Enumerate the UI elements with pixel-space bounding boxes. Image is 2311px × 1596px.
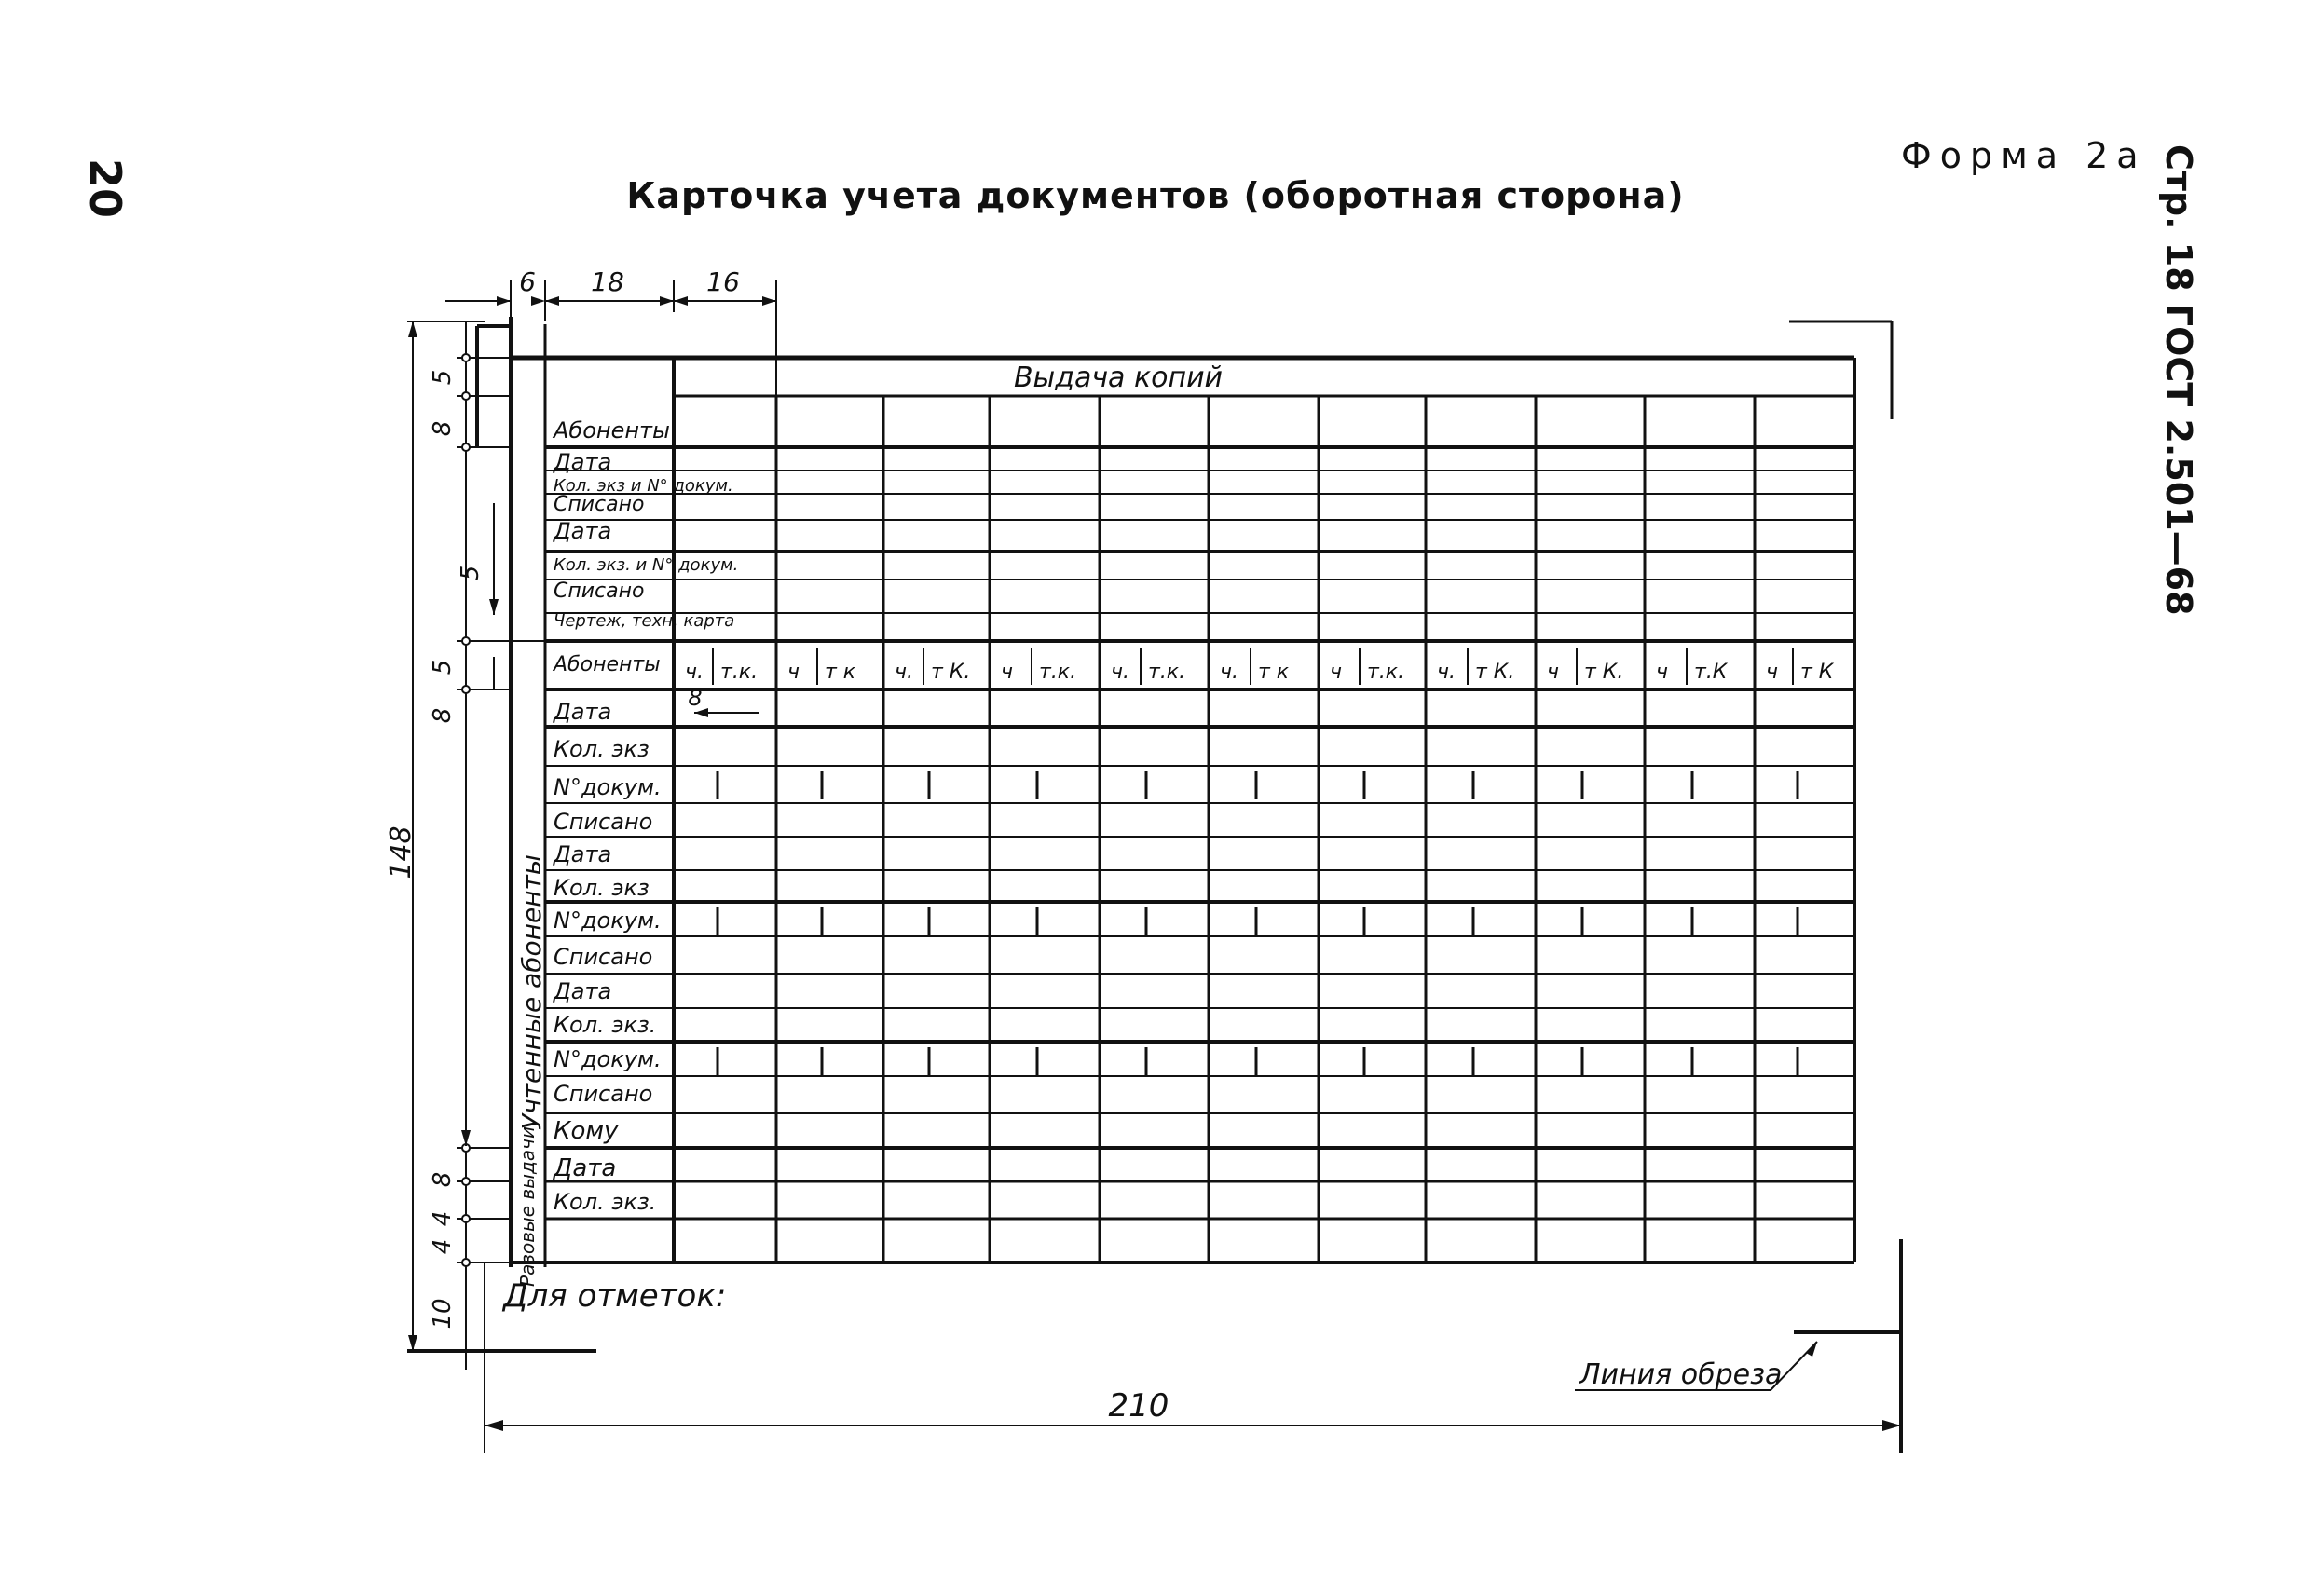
ch-label: ч. [1111, 661, 1129, 684]
dim-node [462, 1178, 470, 1185]
arrow [545, 296, 559, 306]
row-label: Абоненты [554, 653, 661, 676]
tk-label: т к [825, 661, 856, 684]
tk-label: т.к. [1039, 661, 1077, 684]
ch-label: ч [787, 661, 800, 684]
left-dim-8c: 8 [429, 1171, 457, 1188]
row-label: Кол. экз. [554, 1189, 657, 1215]
row-label: Дата [554, 841, 612, 867]
standard-reference: Стр. 18 ГОСТ 2.501—68 [2158, 144, 2199, 616]
row-label: Кому [554, 1117, 619, 1145]
vertical-group-accounted-subscribers: Учтенные абоненты [516, 854, 547, 1130]
ch-label: ч. [1437, 661, 1456, 684]
tk-label: т К. [1584, 661, 1624, 684]
arrow [531, 296, 545, 306]
left-dim-5a: 5 [429, 369, 457, 386]
top-dim-18: 18 [591, 266, 624, 297]
ch-label: ч [1547, 661, 1559, 684]
row-label: Списано [554, 580, 645, 603]
dim-node [462, 1259, 470, 1266]
left-dim-5b: 5 [457, 565, 485, 581]
tk-label: т.К [1694, 661, 1728, 684]
page-title: Карточка учета документов (оборотная сторона) [626, 175, 1685, 216]
row-label: Кол. экз. [554, 1012, 657, 1038]
tk-label: т К. [931, 661, 971, 684]
row-label: N°докум. [554, 907, 662, 934]
ch-label: ч. [895, 661, 913, 684]
left-dim-8a: 8 [429, 420, 457, 437]
arrow [497, 296, 511, 306]
form-label: Форма 2а [1901, 135, 2147, 176]
row-label: Кол. экз. и N° докум. [554, 555, 739, 575]
row-label: Дата [554, 449, 612, 475]
arrow [660, 296, 674, 306]
arrow [461, 1130, 471, 1146]
arrow [674, 296, 688, 306]
cut-line-label: Линия обреза [1579, 1358, 1783, 1391]
left-dim-148: 148 [385, 825, 417, 880]
top-dim-16: 16 [706, 266, 740, 297]
tk-label: т К [1800, 661, 1834, 684]
row-label: Абоненты [554, 417, 670, 443]
dim-node [462, 686, 470, 693]
arrow [408, 321, 417, 337]
arrow [408, 1335, 417, 1351]
arrow [485, 1420, 503, 1431]
tk-label: т.к. [1367, 661, 1405, 684]
dim-node [462, 443, 470, 451]
header-label: Выдача копий [1013, 361, 1224, 394]
arrow [1882, 1420, 1901, 1431]
row-label: Списано [554, 809, 653, 835]
arrow [1806, 1342, 1817, 1357]
row-label: Кол. экз и N° докум. [554, 476, 733, 496]
tk-label: т.к. [720, 661, 759, 684]
dim-node [462, 392, 470, 400]
row-label: N°докум. [554, 774, 662, 800]
ch-label: ч. [685, 661, 704, 684]
dim-node [462, 637, 470, 645]
ch-label: ч [1656, 661, 1668, 684]
row-label: Списано [554, 944, 653, 970]
vertical-group-one-time: Разовые выдачи [516, 1126, 539, 1287]
row-label: Дата [554, 699, 612, 725]
left-dim-4a: 4 [429, 1210, 457, 1227]
row-label: Списано [554, 1081, 653, 1107]
ch-label: ч [1001, 661, 1013, 684]
left-dim-8b: 8 [429, 707, 457, 724]
arrow [489, 599, 499, 615]
tk-label: т К. [1475, 661, 1515, 684]
dim-node [462, 354, 470, 361]
left-dim-4b: 4 [429, 1238, 457, 1255]
row-label: Списано [554, 493, 645, 516]
left-dim-5c: 5 [429, 659, 457, 675]
left-dim-10: 10 [429, 1298, 457, 1330]
ch-label: ч [1330, 661, 1342, 684]
row-label: Чертеж, техн. карта [554, 611, 735, 631]
row-label: Дата [554, 978, 612, 1004]
inner-dimension: 8 [688, 685, 703, 711]
dim-node [462, 1215, 470, 1222]
tk-label: т.к. [1148, 661, 1186, 684]
width-dimension: 210 [1108, 1387, 1169, 1425]
arrow [762, 296, 776, 306]
ch-label: ч [1766, 661, 1778, 684]
row-label: Кол. экз [554, 736, 650, 762]
notes-label: Для отметок: [503, 1277, 727, 1315]
row-label: Дата [554, 518, 612, 544]
ch-label: ч. [1220, 661, 1238, 684]
top-dim-6: 6 [519, 266, 536, 297]
page-number: 20 [80, 158, 130, 219]
row-label: Кол. экз [554, 875, 650, 901]
tk-label: т к [1258, 661, 1290, 684]
row-label: Дата [554, 1154, 617, 1182]
row-label: N°докум. [554, 1046, 662, 1072]
